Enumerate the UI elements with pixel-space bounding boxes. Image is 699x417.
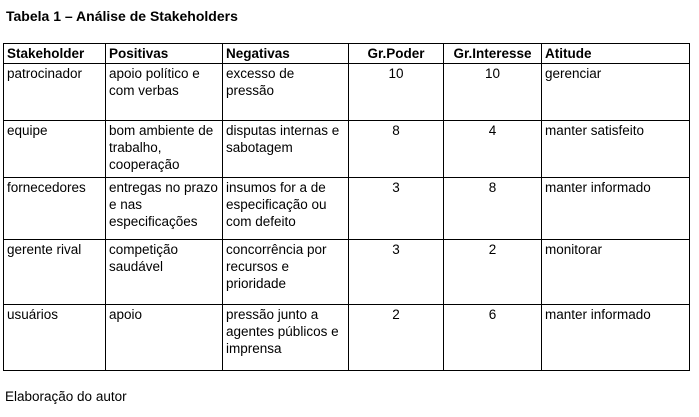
cell-stakeholder: fornecedores <box>4 178 106 240</box>
cell-negativas: concorrência por recursos e prioridade <box>223 240 349 305</box>
cell-stakeholder: equipe <box>4 121 106 178</box>
cell-positivas: competição saudável <box>106 240 223 305</box>
table-caption: Elaboração do autor <box>5 389 127 404</box>
cell-atitude: gerenciar <box>542 64 690 121</box>
cell-atitude: manter satisfeito <box>542 121 690 178</box>
cell-gr-poder: 3 <box>349 240 444 305</box>
cell-gr-poder: 2 <box>349 305 444 371</box>
header-atitude: Atitude <box>542 44 690 64</box>
cell-atitude: monitorar <box>542 240 690 305</box>
cell-gr-poder: 8 <box>349 121 444 178</box>
cell-negativas: disputas internas e sabotagem <box>223 121 349 178</box>
cell-negativas: insumos for a de especificação ou com defeito <box>223 178 349 240</box>
cell-gr-interesse: 2 <box>444 240 542 305</box>
cell-gr-poder: 3 <box>349 178 444 240</box>
cell-stakeholder: usuários <box>4 305 106 371</box>
cell-gr-poder: 10 <box>349 64 444 121</box>
header-stakeholder: Stakeholder <box>4 44 106 64</box>
cell-positivas: entregas no prazo e nas especificações <box>106 178 223 240</box>
header-gr-interesse: Gr.Interesse <box>444 44 542 64</box>
table-header-row <box>4 44 690 64</box>
table-row <box>4 64 690 121</box>
cell-stakeholder: gerente rival <box>4 240 106 305</box>
cell-atitude: manter informado <box>542 305 690 371</box>
table-title: Tabela 1 – Análise de Stakeholders <box>6 8 238 24</box>
cell-positivas: apoio político e com verbas <box>106 64 223 121</box>
table-row <box>4 121 690 178</box>
table-row <box>4 240 690 305</box>
cell-negativas: pressão junto a agentes públicos e imprensa <box>223 305 349 371</box>
stakeholder-table <box>3 43 690 371</box>
header-gr-poder: Gr.Poder <box>349 44 444 64</box>
table-row <box>4 305 690 371</box>
cell-negativas: excesso de pressão <box>223 64 349 121</box>
cell-atitude: manter informado <box>542 178 690 240</box>
cell-positivas: apoio <box>106 305 223 371</box>
cell-gr-interesse: 4 <box>444 121 542 178</box>
cell-gr-interesse: 10 <box>444 64 542 121</box>
cell-gr-interesse: 6 <box>444 305 542 371</box>
header-negativas: Negativas <box>223 44 349 64</box>
header-positivas: Positivas <box>106 44 223 64</box>
table-row <box>4 178 690 240</box>
cell-stakeholder: patrocinador <box>4 64 106 121</box>
cell-gr-interesse: 8 <box>444 178 542 240</box>
cell-positivas: bom ambiente de trabalho, cooperação <box>106 121 223 178</box>
